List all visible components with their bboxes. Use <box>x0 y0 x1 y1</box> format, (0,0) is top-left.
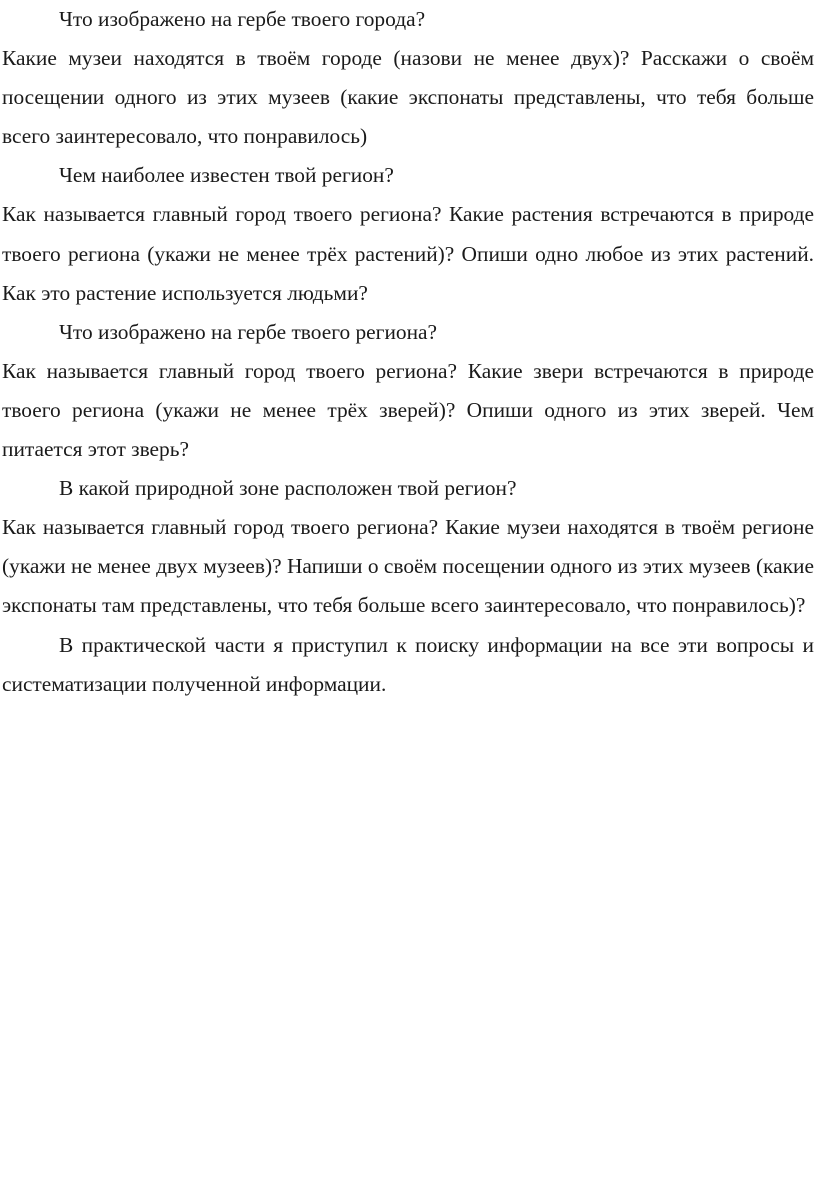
question-region-animals: Как называется главный город твоего региона? Какие звери встречаются в природе твоего региона (укажи не менее трёх зверей)? Опиши одного из этих зверей. Чем питается этот зверь? <box>2 358 814 462</box>
question-city-coat-of-arms: Что изображено на гербе твоего города? <box>59 7 426 31</box>
question-city-museums: Какие музеи находятся в твоём городе (назови не менее двух)? Расскажи о своём посещении одного из этих музеев (какие экспонаты представлены, что тебя больше всего заинтересовало, что понравилось) <box>2 46 814 149</box>
question-region-plants: Как называется главный город твоего региона? Какие растения встречаются в природе твоего региона (укажи не менее трёх растений)? Опиши одно любое из этих растений. Как это растение используется людьми? <box>2 202 814 305</box>
document-body <box>2 0 814 704</box>
question-region-museums: Как называется главный город твоего региона? Какие музеи находятся в твоём регионе (укажи не менее двух музеев)? Напиши о своём посещении одного из этих музеев (какие экспонаты там представлены, что тебя больше всего заинтересовало, что понравилось)? <box>2 515 814 618</box>
question-region-natural-zone: В какой природной зоне расположен твой регион? <box>59 476 517 501</box>
question-region-coat-of-arms: Что изображено на гербе твоего региона? <box>59 319 438 344</box>
practical-part-statement: В практической части я приступил к поиску информации на все эти вопросы и систематизации полученной информации. <box>2 632 814 696</box>
question-region-famous: Чем наиболее известен твой регион? <box>59 163 394 188</box>
